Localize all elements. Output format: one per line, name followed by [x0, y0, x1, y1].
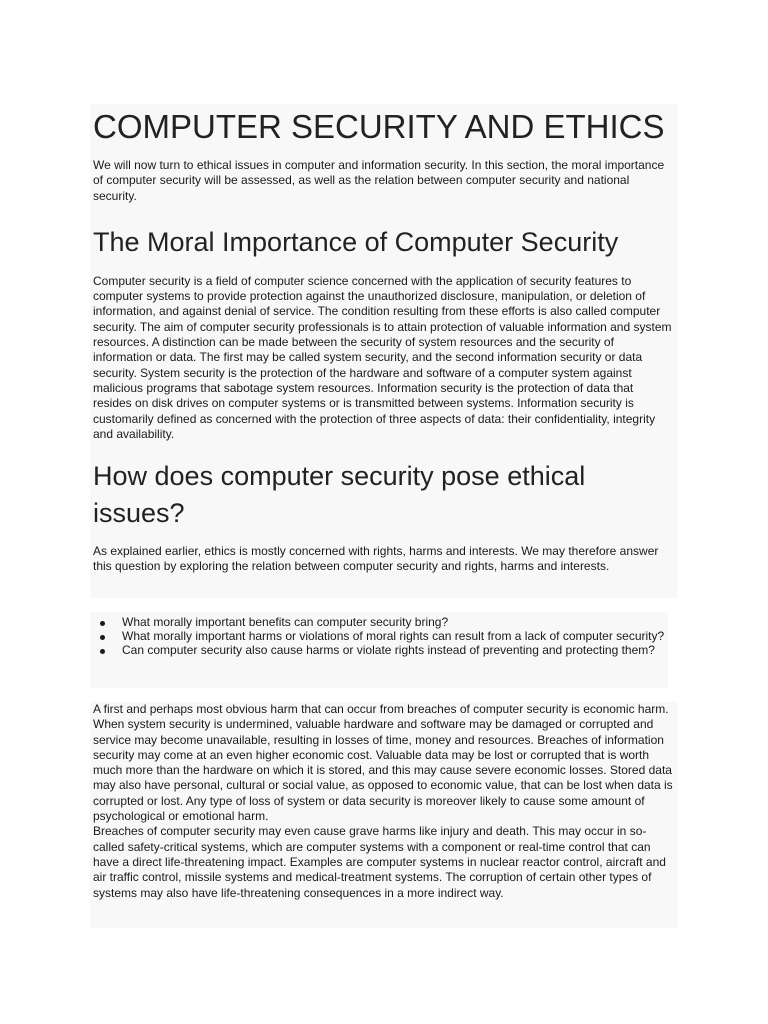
harms-section — [90, 702, 678, 928]
moral-importance-paragraph: Computer security is a field of computer science concerned with the application of security features to computer systems to provide protection against the unauthorized disclosure, manipulation, or deletion of information, and against denial of service. The condition resulting from these efforts is also called computer security. The aim of computer security professionals is to attain protection of valuable information and system resources. A distinction can be made between the security of system resources and the security of information or data. The first may be called system security, and the second information security or data security. System security is the protection of the hardware and software of a computer system against malicious programs that sabotage system resources. Information security is the protection of data that resides on disk drives on computer systems or is transmitted between systems. Information security is customarily defined as concerned with the protection of three aspects of data: their confidentiality, integrity and availability. — [93, 273, 672, 441]
list-item — [90, 616, 668, 629]
document-title: COMPUTER SECURITY AND ETHICS — [93, 108, 665, 145]
list-item — [90, 644, 668, 657]
bullet-icon — [100, 649, 105, 654]
list-item-text: Can computer security also cause harms or violate rights instead of preventing and protecting them? — [122, 643, 655, 658]
grave-harm-paragraph: Breaches of computer security may even cause grave harms like injury and death. This may occur in so-called safety-critical systems, which are computer systems with a component or real-time control that can have a direct life-threatening impact. Examples are computer systems in nuclear reactor control, aircraft and air traffic control, missile systems and medical-treatment systems. The corruption of certain other types of systems may also have life-threatening consequences in a more indirect way. — [93, 824, 666, 900]
ethical-issues-paragraph: As explained earlier, ethics is mostly concerned with rights, harms and interests. We may therefore answer this question by exploring the relation between computer security and rights, harms and interests. — [93, 544, 659, 574]
intro-paragraph: We will now turn to ethical issues in computer and information security. In this section, the moral importance of computer security will be assessed, as well as the relation between computer security and national security. — [93, 158, 665, 203]
list-item-text: What morally important benefits can computer security bring? — [122, 615, 449, 629]
economic-harm-paragraph: A first and perhaps most obvious harm that can occur from breaches of computer security is economic harm. When system security is undermined, valuable hardware and software may be damaged or corrupted and service may become unavailable, resulting in losses of time, money and resources. Breaches of information security may come at an even higher economic cost. Valuable data may be lost or corrupted that is worth much more than the hardware on which it is stored, and this may cause severe economic losses. Stored data may also have personal, cultural or social value, as opposed to economic value, that can be lost when data is corrupted or lost. Any type of loss of system or data security is moreover likely to cause some amount of psychological or emotional harm. — [93, 702, 673, 824]
bullet-icon — [100, 635, 105, 640]
heading-ethical-issues: How does computer security pose ethical issues? — [93, 461, 586, 529]
list-item-text: What morally important harms or violations of moral rights can result from a lack of computer security? — [122, 629, 665, 644]
list-item — [90, 630, 668, 643]
questions-list-section — [90, 612, 668, 688]
bullet-icon — [100, 621, 105, 626]
questions-list — [90, 612, 668, 658]
heading-moral-importance: The Moral Importance of Computer Security — [93, 226, 619, 257]
intro-section — [90, 104, 678, 598]
